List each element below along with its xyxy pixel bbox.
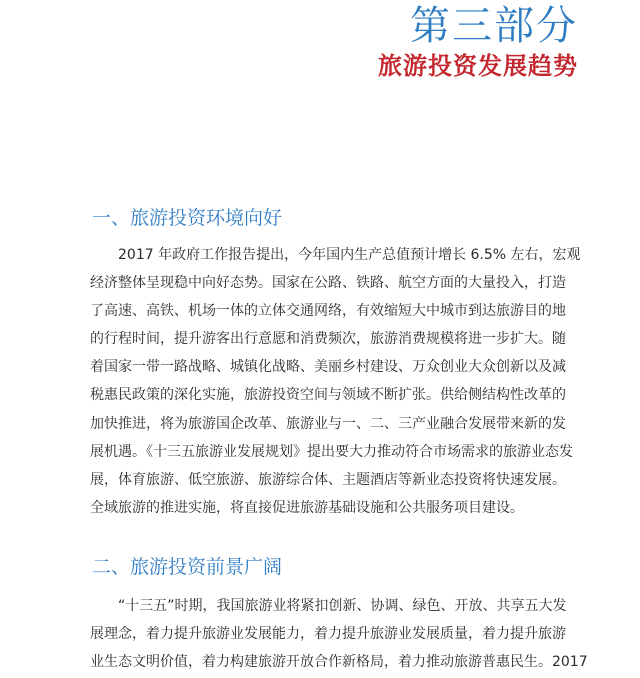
paragraph-line: 展机遇。《十三五旅游业发展规划》提出要大力推动符合市场需求的旅游业态发 [90,443,573,460]
paragraph-line: 的行程时间，提升游客出行意愿和消费频次，旅游消费规模将进一步扩大。随 [90,331,566,348]
paragraph-line: 业生态文明价值，着力构建旅游开放合作新格局，着力推动旅游普惠民生。2017 [90,654,588,671]
paragraph-line: 了高速、高铁、机场一体的立体交通网络，有效缩短大中城市到达旅游目的地 [90,303,566,320]
paragraph-line: 展理念，着力提升旅游业发展能力，着力提升旅游业发展质量，着力提升旅游 [90,626,566,643]
section-heading-2: 二、旅游投资前景广阔 [92,556,283,578]
paragraph-line: “十三五”时期，我国旅游业将紧扣创新、协调、绿色、开放、共享五大发 [90,598,567,614]
part-title: 第三部分 [410,3,578,49]
paragraph-line: 着国家一带一路战略、城镇化战略、美丽乡村建设、万众创业大众创新以及减 [90,359,566,376]
paragraph-line: 展，体育旅游、低空旅游、旅游综合体、主题酒店等新业态投资将快速发展。 [90,471,566,488]
paragraph-line: 2017 年政府工作报告提出，今年国内生产总值预计增长 6.5% 左右，宏观 [90,247,581,263]
paragraph-line: 全域旅游的推进实施，将直接促进旅游基础设施和公共服务项目建设。 [90,499,524,516]
section-paragraph-1 [90,241,588,522]
paragraph-line: 加快推进，将为旅游国企改革、旅游业与一、二、三产业融合发展带来新的发 [90,415,566,432]
paragraph-line: 经济整体呈现稳中向好态势。国家在公路、铁路、航空方面的大量投入，打造 [90,275,566,292]
part-subtitle: 旅游投资发展趋势 [378,52,578,80]
section-heading-1: 一、旅游投资环境向好 [92,207,283,229]
section-paragraph-2 [90,592,588,676]
paragraph-line: 税惠民政策的深化实施，旅游投资空间与领域不断扩张。供给侧结构性改革的 [90,387,566,404]
